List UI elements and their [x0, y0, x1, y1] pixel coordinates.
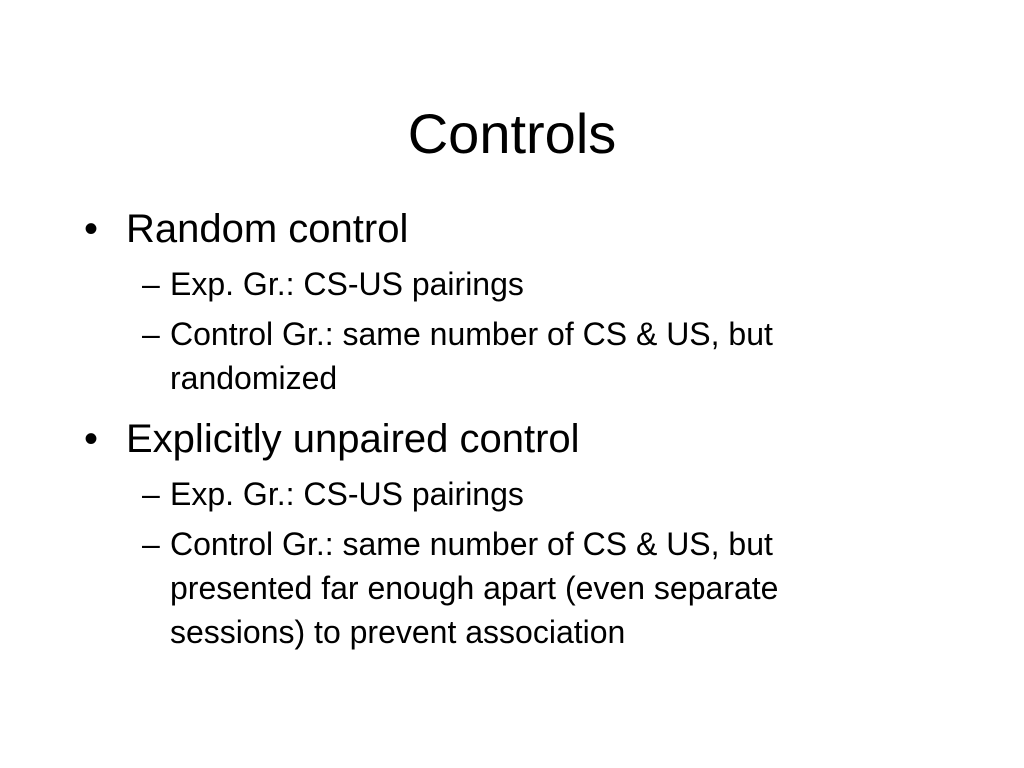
- slide-title: Controls: [407, 102, 617, 165]
- bullet-list: [84, 204, 964, 668]
- sub-bullet-item: [126, 472, 922, 516]
- sub-bullet-list: [126, 262, 964, 400]
- bullet-text: Random control: [126, 207, 409, 251]
- bullet-icon: •: [84, 207, 99, 251]
- sub-bullet-text: Control Gr.: same number of CS & US, but randomized: [170, 316, 773, 396]
- sub-bullet-item: [126, 312, 922, 400]
- sub-bullet-item: [126, 522, 922, 654]
- bullet-icon: •: [84, 417, 99, 461]
- bullet-text: Explicitly unpaired control: [126, 417, 580, 461]
- sub-bullet-text: Exp. Gr.: CS-US pairings: [170, 266, 524, 302]
- sub-bullet-list: [126, 472, 964, 654]
- sub-bullet-text: Control Gr.: same number of CS & US, but presented far enough apart (even separate sessions) to prevent association: [170, 526, 779, 650]
- dash-icon: –: [142, 476, 160, 512]
- dash-icon: –: [142, 316, 160, 352]
- bullet-item-explicitly-unpaired-control: [84, 414, 964, 654]
- sub-bullet-item: [126, 262, 922, 306]
- sub-bullet-text: Exp. Gr.: CS-US pairings: [170, 476, 524, 512]
- bullet-item-random-control: [84, 204, 964, 400]
- dash-icon: –: [142, 526, 160, 562]
- dash-icon: –: [142, 266, 160, 302]
